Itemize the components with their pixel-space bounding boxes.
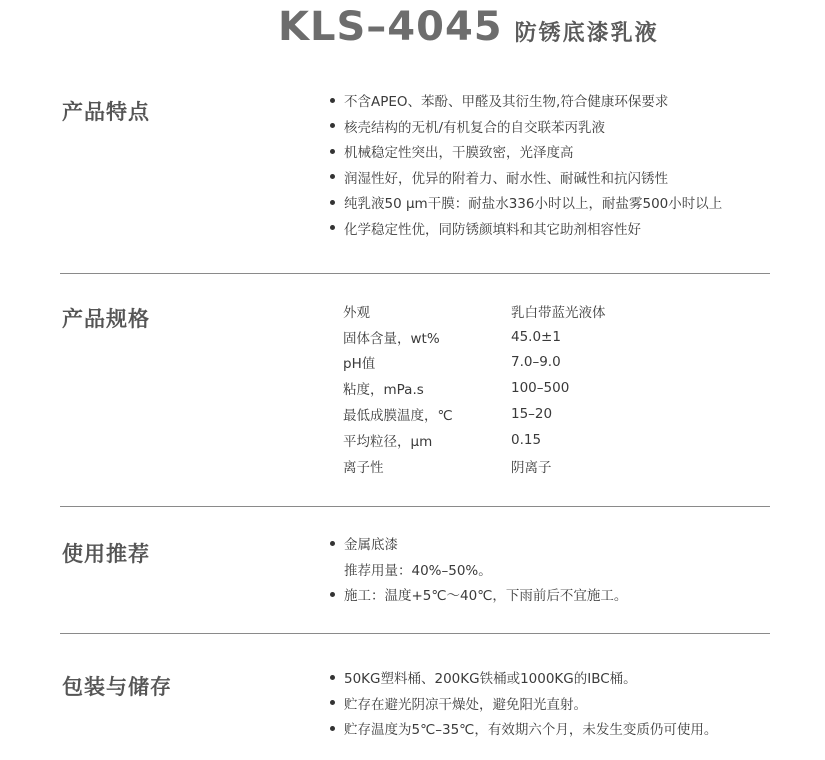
list-item: 化学稳定性优，同防锈颜填料和其它助剂相容性好 [330, 218, 722, 244]
list-item: 贮存温度为5℃–35℃，有效期六个月，未发生变质仍可使用。 [330, 718, 717, 744]
bullet-icon [330, 592, 335, 597]
usage-list [330, 533, 627, 610]
bullet-icon [330, 98, 335, 103]
features-heading: 产品特点 [62, 100, 150, 124]
table-row: 平均粒径，μm 0.15 [343, 431, 542, 450]
usage-heading: 使用推荐 [62, 542, 150, 566]
table-row: 固体含量，wt% 45.0±1 [343, 328, 561, 347]
features-list [330, 90, 722, 244]
document-title [278, 4, 659, 50]
list-item: 施工：温度+5℃～40℃，下雨前后不宜施工。 [330, 584, 627, 610]
list-item: 纯乳液50 μm干膜：耐盐水336小时以上，耐盐雾500小时以上 [330, 192, 722, 218]
bullet-icon [330, 700, 335, 705]
table-row: 离子性 阴离子 [343, 459, 552, 476]
specs-section [60, 298, 770, 483]
bullet-icon [330, 225, 335, 230]
list-item: 金属底漆 [330, 533, 627, 559]
list-item: 核壳结构的无机/有机复合的自交联苯丙乳液 [330, 116, 722, 142]
storage-list [330, 667, 717, 744]
bullet-icon [330, 541, 335, 546]
list-item: 贮存在避光阴凉干燥处，避免阳光直射。 [330, 693, 717, 719]
list-item: 不含APEO、苯酚、甲醛及其衍生物,符合健康环保要求 [330, 90, 722, 116]
section-divider [60, 506, 770, 507]
bullet-icon [330, 149, 335, 154]
list-item-sub: 推荐用量：40%–50%。 [344, 562, 492, 579]
table-row: 粘度，mPa.s 100–500 [343, 380, 570, 399]
section-divider [60, 633, 770, 634]
storage-section [60, 667, 770, 752]
specs-heading: 产品规格 [62, 307, 150, 331]
table-row: 最低成膜温度，℃ 15–20 [343, 406, 553, 425]
bullet-icon [330, 123, 335, 128]
storage-heading: 包装与储存 [62, 675, 172, 699]
table-row: pH值 7.0–9.0 [343, 354, 561, 373]
bullet-icon [330, 200, 335, 205]
section-divider [60, 273, 770, 274]
specs-table [343, 298, 606, 479]
bullet-icon [330, 726, 335, 731]
list-item: 润湿性好，优异的附着力、耐水性、耐碱性和抗闪锈性 [330, 167, 722, 193]
product-name: 防锈底漆乳液 [514, 21, 659, 46]
list-item: 50KG塑料桶、200KG铁桶或1000KG的IBC桶。 [330, 667, 717, 693]
bullet-icon [330, 174, 335, 179]
product-code: KLS–4045 [278, 4, 503, 50]
features-section [60, 90, 770, 250]
usage-section [60, 533, 770, 618]
table-row: 外观 乳白带蓝光液体 [343, 304, 606, 321]
bullet-icon [330, 675, 335, 680]
list-item: 机械稳定性突出，干膜致密，光泽度高 [330, 141, 722, 167]
